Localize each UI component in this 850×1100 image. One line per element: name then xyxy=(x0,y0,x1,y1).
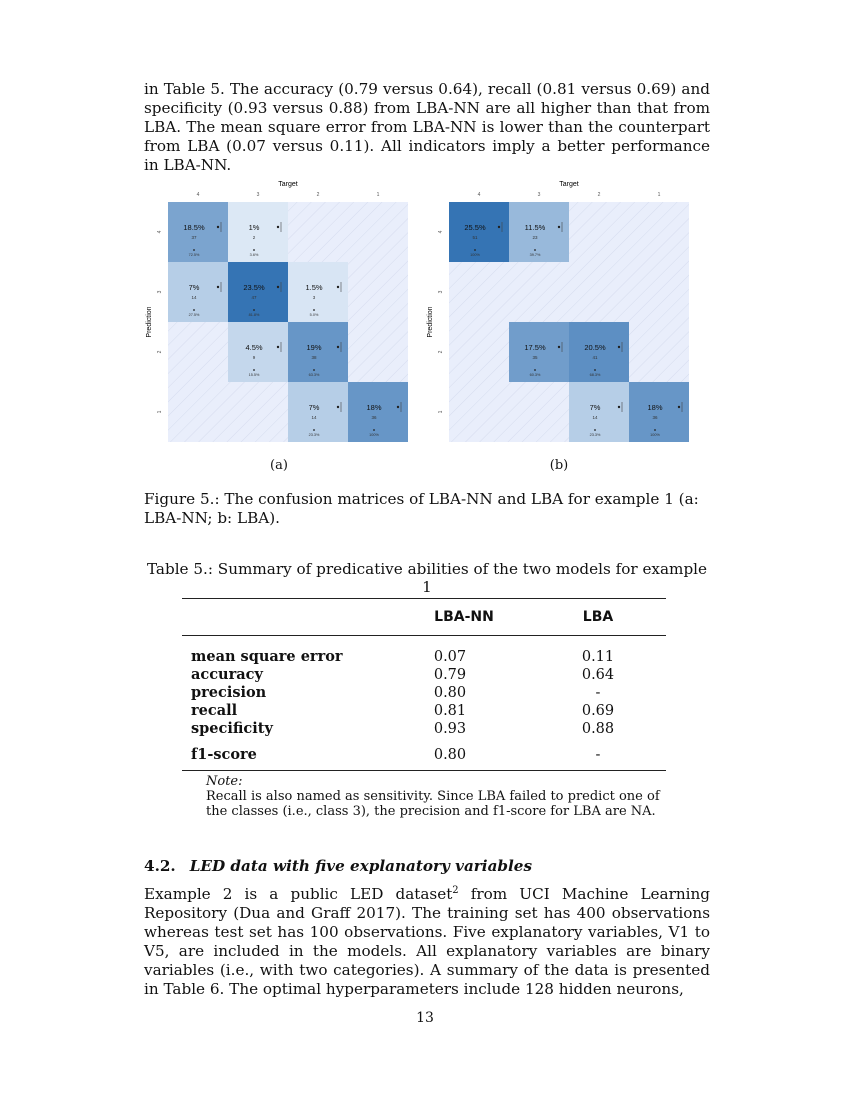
cell-sub-label: 63.3% xyxy=(308,373,320,377)
cell-count-label: 36 xyxy=(371,415,377,420)
note-label: Note: xyxy=(206,774,243,789)
cell-marker-dot xyxy=(277,226,279,228)
cell-marker-dot xyxy=(217,286,219,288)
y-tick-label: 3 xyxy=(157,290,163,294)
row-value-lba: - xyxy=(595,747,601,763)
y-tick-label: 2 xyxy=(438,350,444,354)
x-tick-label: 1 xyxy=(376,192,380,198)
cell-marker-dot xyxy=(337,346,339,348)
row-value-lbann: 0.80 xyxy=(433,747,467,763)
row-value-lbann: 0.79 xyxy=(433,667,467,683)
figure-caption: Figure 5.: The confusion matrices of LBA-NN and LBA for example 1 (a: LBA-NN; b: LBA). xyxy=(144,490,699,527)
section-title: LED data with five explanatory variables xyxy=(189,857,533,875)
cell-bottom-dot xyxy=(253,369,255,371)
cell-sub-label: 23.3% xyxy=(308,433,320,437)
panel-b-label: (b) xyxy=(549,458,569,473)
section-number: 4.2. xyxy=(144,857,176,875)
cell-count-label: 35 xyxy=(532,355,538,360)
cell-bottom-dot xyxy=(313,429,315,431)
cell-marker-dot xyxy=(498,226,500,228)
cell-bottom-dot xyxy=(474,249,476,251)
row-label: precision xyxy=(191,684,267,701)
intro-paragraph: in Table 5. The accuracy (0.79 versus 0.64), recall (0.81 versus 0.69) and specificity (0.93 versus 0.88) from LBA-NN are all higher than that from LBA. The mean square error from LBA-NN is lower than the counterpart from LBA (0.07 versus 0.11). All indicators imply a better performance in LBA-NN. xyxy=(144,80,710,174)
cell-bottom-dot xyxy=(534,369,536,371)
cell-percent-label: 19% xyxy=(306,343,322,352)
cell-sub-label: 100% xyxy=(470,253,480,257)
cell-count-label: 37 xyxy=(191,235,197,240)
confusion-matrix-b-svg xyxy=(424,172,699,452)
cell-percent-label: 25.5% xyxy=(464,223,486,232)
cell-marker-dot xyxy=(558,226,560,228)
cell-count-label: 47 xyxy=(251,295,257,300)
cell-percent-label: 20.5% xyxy=(584,343,606,352)
table-caption: Table 5.: Summary of predicative abilities of the two models for example 1 xyxy=(146,560,708,596)
footnote-ref[interactable]: 2 xyxy=(452,884,459,896)
cell-percent-label: 4.5% xyxy=(245,343,263,352)
row-label: mean square error xyxy=(191,648,343,665)
cell-bottom-dot xyxy=(594,429,596,431)
cell-sub-label: 60.3% xyxy=(529,373,541,377)
axis-title-prediction: Prediction xyxy=(146,306,153,338)
confusion-matrix-a xyxy=(143,172,418,452)
cell-marker-dot xyxy=(678,406,680,408)
cell-count-label: 14 xyxy=(592,415,598,420)
table-header-lba: LBA xyxy=(582,609,614,625)
cell-bottom-dot xyxy=(594,369,596,371)
cell-count-label: 14 xyxy=(311,415,317,420)
table-bottom-rule xyxy=(182,770,666,771)
cell-percent-label: 18% xyxy=(647,403,663,412)
cell-sub-label: 81.8% xyxy=(248,313,260,317)
y-tick-label: 3 xyxy=(438,290,444,294)
row-label: specificity xyxy=(191,720,273,737)
body-paragraph xyxy=(144,885,710,999)
section-heading xyxy=(144,857,710,875)
page-number: 13 xyxy=(416,1010,434,1026)
cell-count-label: 23 xyxy=(532,235,538,240)
row-value-lba: 0.88 xyxy=(581,721,615,737)
cell-count-label: 36 xyxy=(652,415,658,420)
axis-title-target: Target xyxy=(559,181,579,188)
confusion-matrix-b xyxy=(424,172,699,452)
row-value-lbann: 0.80 xyxy=(433,685,467,701)
x-tick-label: 3 xyxy=(256,192,260,198)
cell-percent-label: 18.5% xyxy=(183,223,205,232)
cell-marker-dot xyxy=(337,286,339,288)
cell-count-label: 41 xyxy=(592,355,598,360)
cell-sub-label: 100% xyxy=(369,433,379,437)
axis-title-prediction: Prediction xyxy=(427,306,434,338)
cell-count-label: 9 xyxy=(252,355,256,360)
cell-bottom-dot xyxy=(253,249,255,251)
cell-marker-dot xyxy=(277,346,279,348)
row-value-lbann: 0.07 xyxy=(433,649,467,665)
cell-bottom-dot xyxy=(373,429,375,431)
y-tick-label: 4 xyxy=(438,230,444,234)
row-label: f1-score xyxy=(191,746,257,763)
cell-sub-label: 27.5% xyxy=(188,313,200,317)
x-tick-label: 4 xyxy=(196,192,200,198)
cell-percent-label: 7% xyxy=(589,403,601,412)
cell-percent-label: 1% xyxy=(248,223,260,232)
x-tick-label: 2 xyxy=(316,192,320,198)
table-top-rule xyxy=(182,598,666,599)
cell-count-label: 2 xyxy=(252,235,256,240)
table-header-lbann: LBA-NN xyxy=(434,609,494,625)
cell-bottom-dot xyxy=(313,369,315,371)
cell-sub-label: 15.5% xyxy=(248,373,260,377)
cell-percent-label: 18% xyxy=(366,403,382,412)
cell-count-label: 51 xyxy=(472,235,478,240)
x-tick-label: 3 xyxy=(537,192,541,198)
y-tick-label: 2 xyxy=(157,350,163,354)
cell-bottom-dot xyxy=(193,309,195,311)
cell-sub-label: 5.0% xyxy=(309,313,319,317)
cell-marker-dot xyxy=(277,286,279,288)
cell-count-label: 3 xyxy=(312,295,316,300)
x-tick-label: 4 xyxy=(477,192,481,198)
row-value-lba: 0.11 xyxy=(581,649,615,665)
cell-sub-label: 23.3% xyxy=(589,433,601,437)
cell-bottom-dot xyxy=(534,249,536,251)
cell-marker-dot xyxy=(397,406,399,408)
body-text-start: Example 2 is a public LED dataset xyxy=(144,885,453,903)
row-value-lba: 0.64 xyxy=(581,667,615,683)
cell-bottom-dot xyxy=(193,249,195,251)
cell-bottom-dot xyxy=(313,309,315,311)
cell-count-label: 38 xyxy=(311,355,317,360)
cell-percent-label: 1.5% xyxy=(305,283,323,292)
y-tick-label: 4 xyxy=(157,230,163,234)
cell-marker-dot xyxy=(558,346,560,348)
row-value-lbann: 0.93 xyxy=(433,721,467,737)
y-tick-label: 1 xyxy=(157,410,163,414)
panel-a-label: (a) xyxy=(270,458,288,473)
cell-marker-dot xyxy=(217,226,219,228)
note-text: Recall is also named as sensitivity. Since LBA failed to predict one of the classes (i.e., class 3), the precision and f1-score for LBA are NA. xyxy=(206,789,660,819)
table-note xyxy=(206,774,676,819)
cell-sub-label: 100% xyxy=(650,433,660,437)
cell-bottom-dot xyxy=(253,309,255,311)
row-label: accuracy xyxy=(191,666,263,683)
table-mid-rule xyxy=(182,635,666,636)
cell-marker-dot xyxy=(618,346,620,348)
cell-percent-label: 7% xyxy=(188,283,200,292)
cell-sub-label: 68.3% xyxy=(589,373,601,377)
cell-bottom-dot xyxy=(654,429,656,431)
cell-sub-label: 3.6% xyxy=(249,253,259,257)
row-label: recall xyxy=(191,702,238,719)
cell-sub-label: 39.7% xyxy=(529,253,541,257)
x-tick-label: 1 xyxy=(657,192,661,198)
cell-percent-label: 11.5% xyxy=(524,223,546,232)
cell-sub-label: 72.5% xyxy=(188,253,200,257)
cell-percent-label: 17.5% xyxy=(524,343,546,352)
cell-marker-dot xyxy=(618,406,620,408)
axis-title-target: Target xyxy=(278,181,298,188)
x-tick-label: 2 xyxy=(597,192,601,198)
row-value-lbann: 0.81 xyxy=(433,703,467,719)
body-text-rest: from UCI Machine Learning Repository (Dua and Graff 2017). The training set has 400 observations whereas test set has 100 observations. Five explanatory variables, V1 to V5, are included in the models. All explanatory variables are binary variables (i.e., with two categories). A summary of the data is presented in Table 6. The optimal hyperparameters include 128 hidden neurons, xyxy=(144,885,710,998)
y-tick-label: 1 xyxy=(438,410,444,414)
row-value-lba: 0.69 xyxy=(581,703,615,719)
cell-percent-label: 7% xyxy=(308,403,320,412)
cell-count-label: 14 xyxy=(191,295,197,300)
cell-marker-dot xyxy=(337,406,339,408)
row-value-lba: - xyxy=(595,685,601,701)
confusion-matrix-a-svg xyxy=(143,172,418,452)
cell-percent-label: 23.5% xyxy=(243,283,265,292)
